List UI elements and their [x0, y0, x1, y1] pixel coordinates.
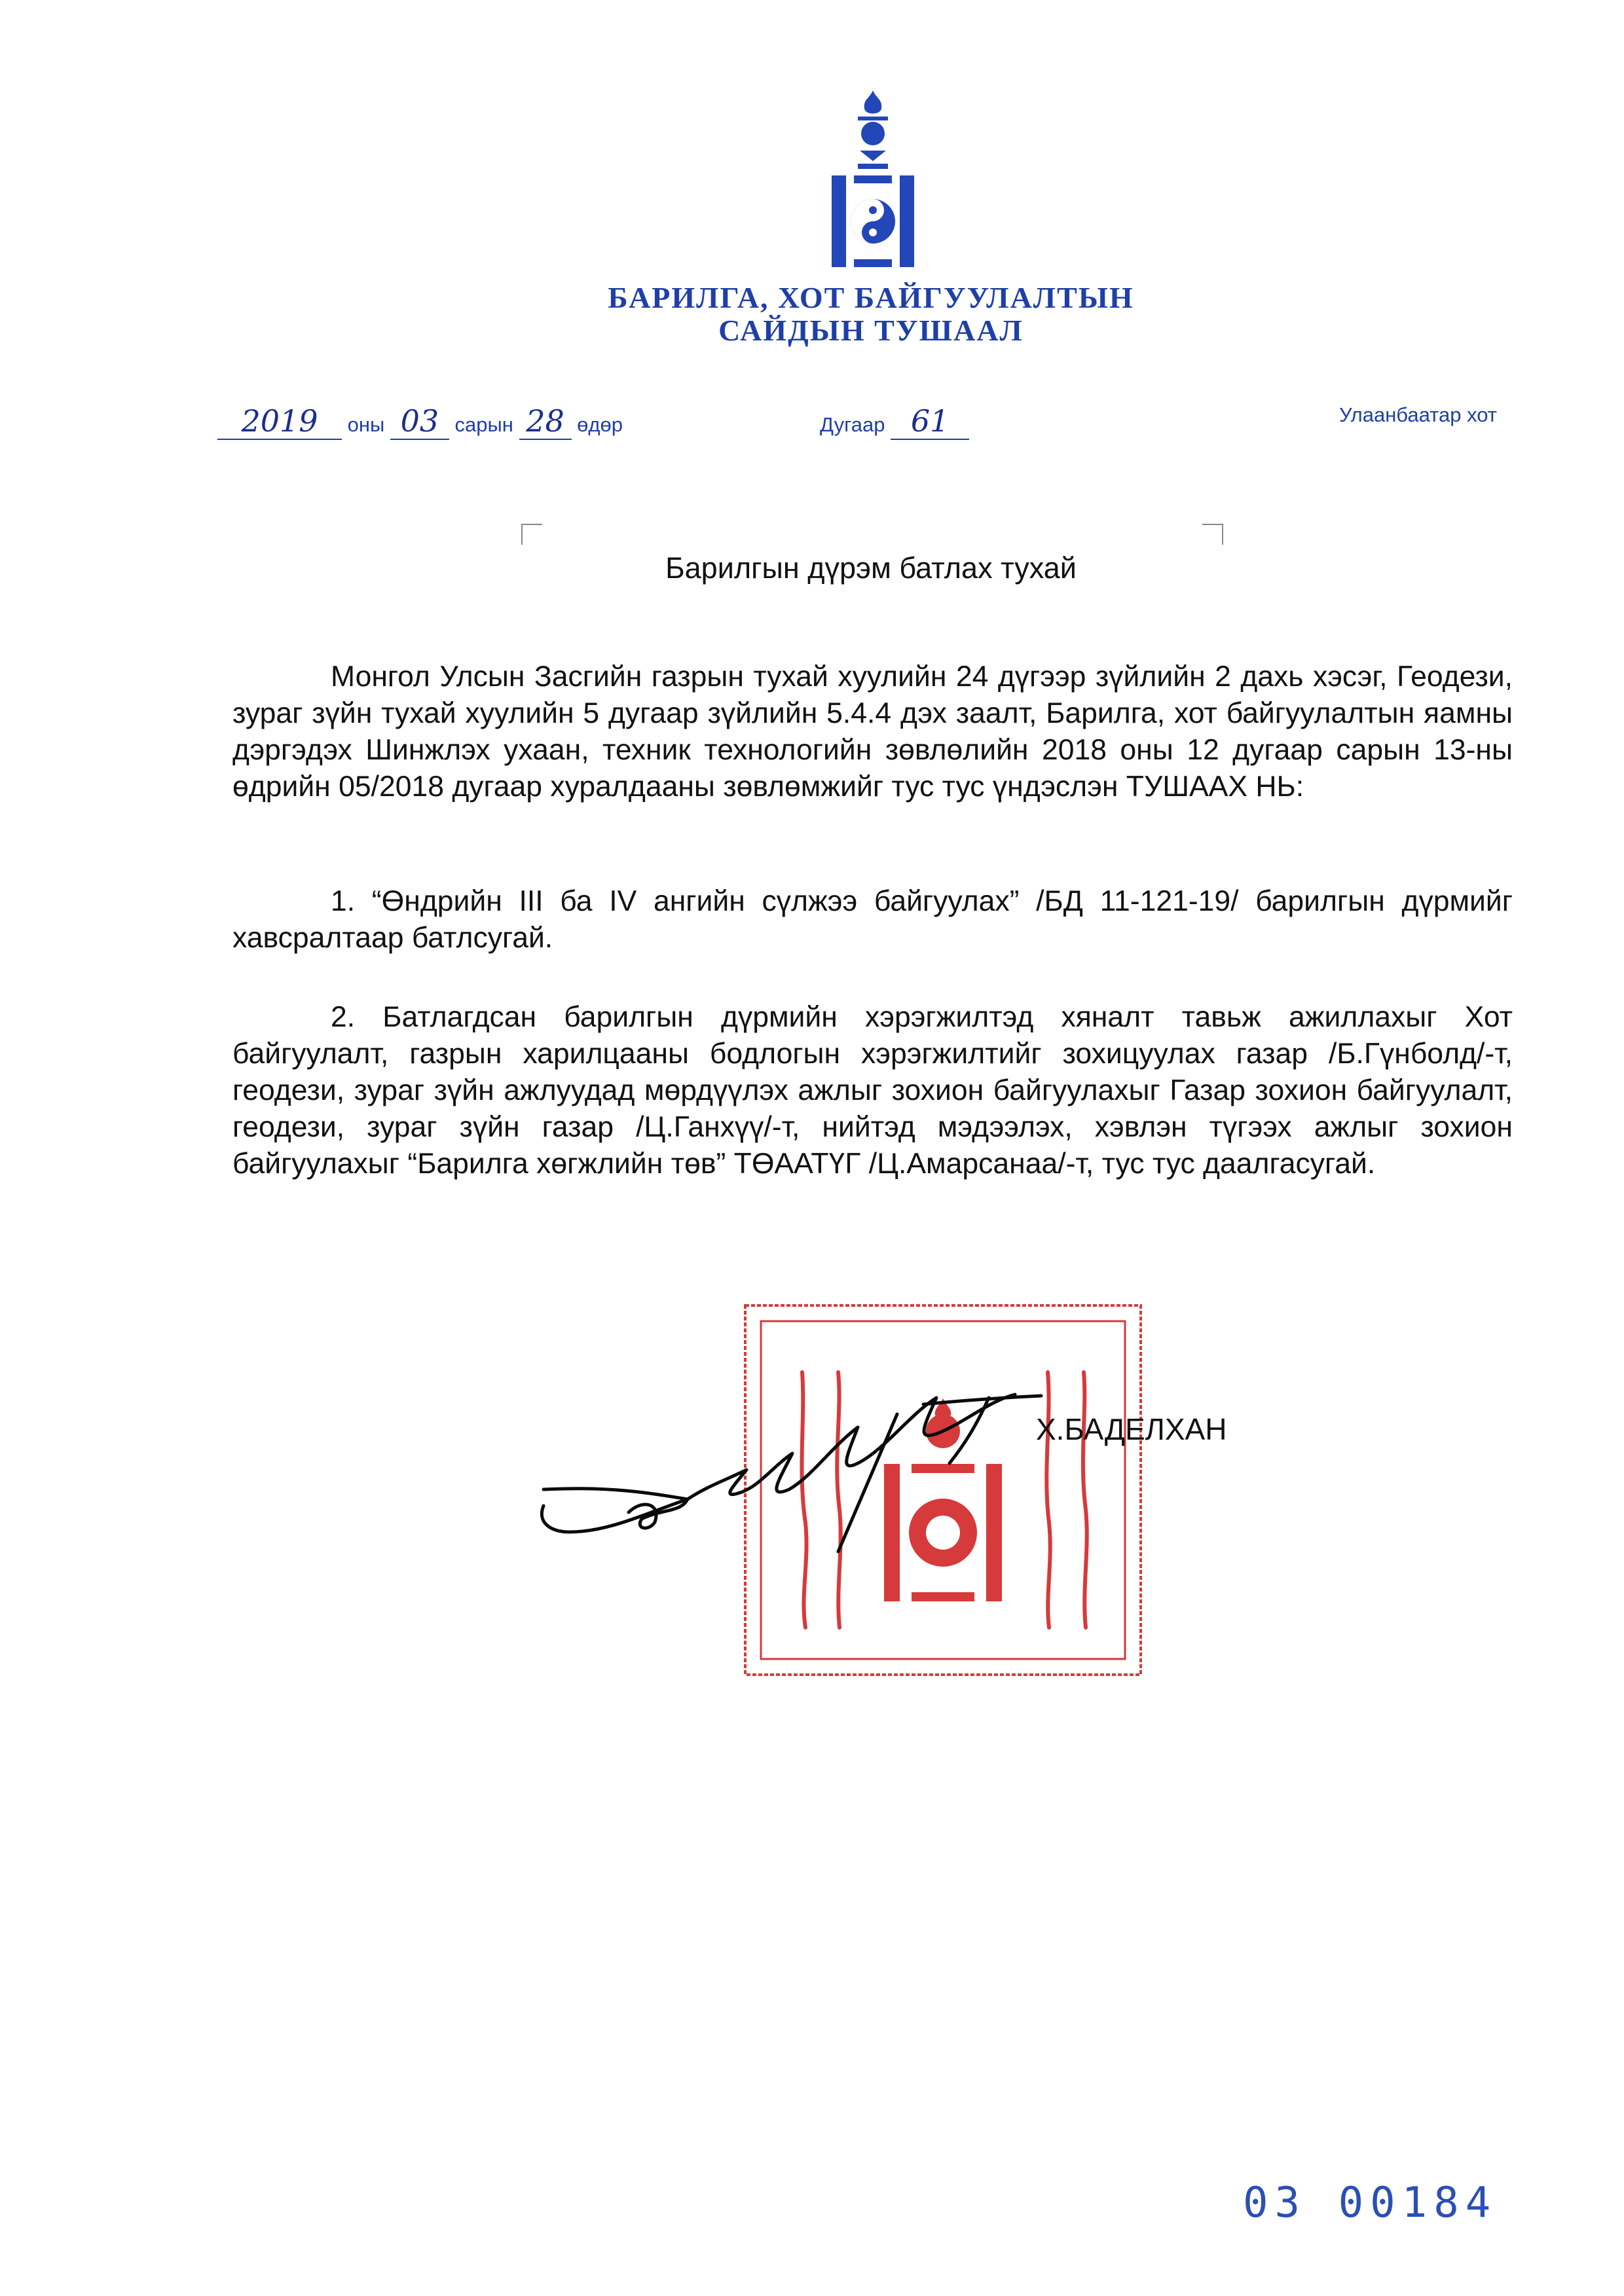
handwritten-signature: [530, 1336, 1120, 1571]
corner-bracket-right: [1202, 524, 1223, 545]
order-city: Улаанбаатар хот: [1339, 403, 1498, 426]
date-year: 2019: [217, 403, 342, 440]
order-item-2: [232, 999, 1513, 1182]
order-date: [217, 403, 623, 440]
ministry-title-line1: БАРИЛГА, ХОТ БАЙГУУЛАЛТЫН: [608, 281, 1134, 314]
order-number-value: 61: [891, 403, 969, 440]
date-year-suffix: оны: [347, 413, 385, 436]
preamble-text: Монгол Улсын Засгийн газрын тухай хуулийн 24 дүгээр зүйлийн 2 дахь хэсэг, Геодези, зураг зүйн тухай хуулийн 5 дугаар зүйлийн 5.4.4 дэх заалт, Барилга, хот байгуулалтын яамны дэргэдэх Шинжлэх ухаан, техник технологийн зөвлөлийн 2018 оны 12 дугаар сарын 13-ны өдрийн 05/2018 дугаар хуралдааны зөвлөмжийг тус тус үндэслэн ТУШААХ НЬ:: [232, 661, 1513, 803]
order-item-1-text: 1. “Өндрийн III ба IV ангийн сүлжээ байгуулах” /БД 11-121-19/ барилгын дүрмийг хавсралтаар батлсугай.: [232, 885, 1513, 954]
date-month: 03: [390, 403, 449, 440]
date-month-suffix: сарын: [454, 413, 513, 436]
order-item-1: [232, 883, 1513, 957]
order-item-2-text: 2. Батлагдсан барилгын дүрмийн хэрэгжилтэд хяналт тавьж ажиллахыг Хот байгуулалт, газрын харилцааны бодлогын хэрэгжилтийг зохицуулах газар /Б.Гүнболд/-т, геодези, зураг зүйн ажлуудад мөрдүүлэх ажлыг зохион байгуулахыг Газар зохион байгуулалт, геодези, зураг зүйн газар /Ц.Ганхүү/-т, нийтэд мэдээлэх, хэвлэн түгээх ажлыг зохион байгуулахыг “Барилга хөгжлийн төв” ТӨААТҮГ /Ц.Амарсанаа/-т, тус тус даалгасугай.: [232, 1001, 1513, 1180]
date-day-suffix: өдөр: [577, 413, 623, 436]
signer-name: Х.БАДЕЛХАН: [1036, 1412, 1227, 1446]
serial-number: 03 00184: [1243, 2179, 1498, 2227]
date-day: 28: [519, 403, 572, 440]
preamble-paragraph: [232, 659, 1513, 805]
corner-bracket-left: [521, 524, 542, 545]
order-number: [820, 403, 969, 440]
order-subject: Барилгын дүрэм батлах тухай: [665, 551, 1077, 585]
ministry-title-line2: САЙДЫН ТУШААЛ: [718, 314, 1024, 347]
soyombo-emblem-icon: [824, 90, 922, 270]
order-number-label: Дугаар: [820, 413, 885, 436]
